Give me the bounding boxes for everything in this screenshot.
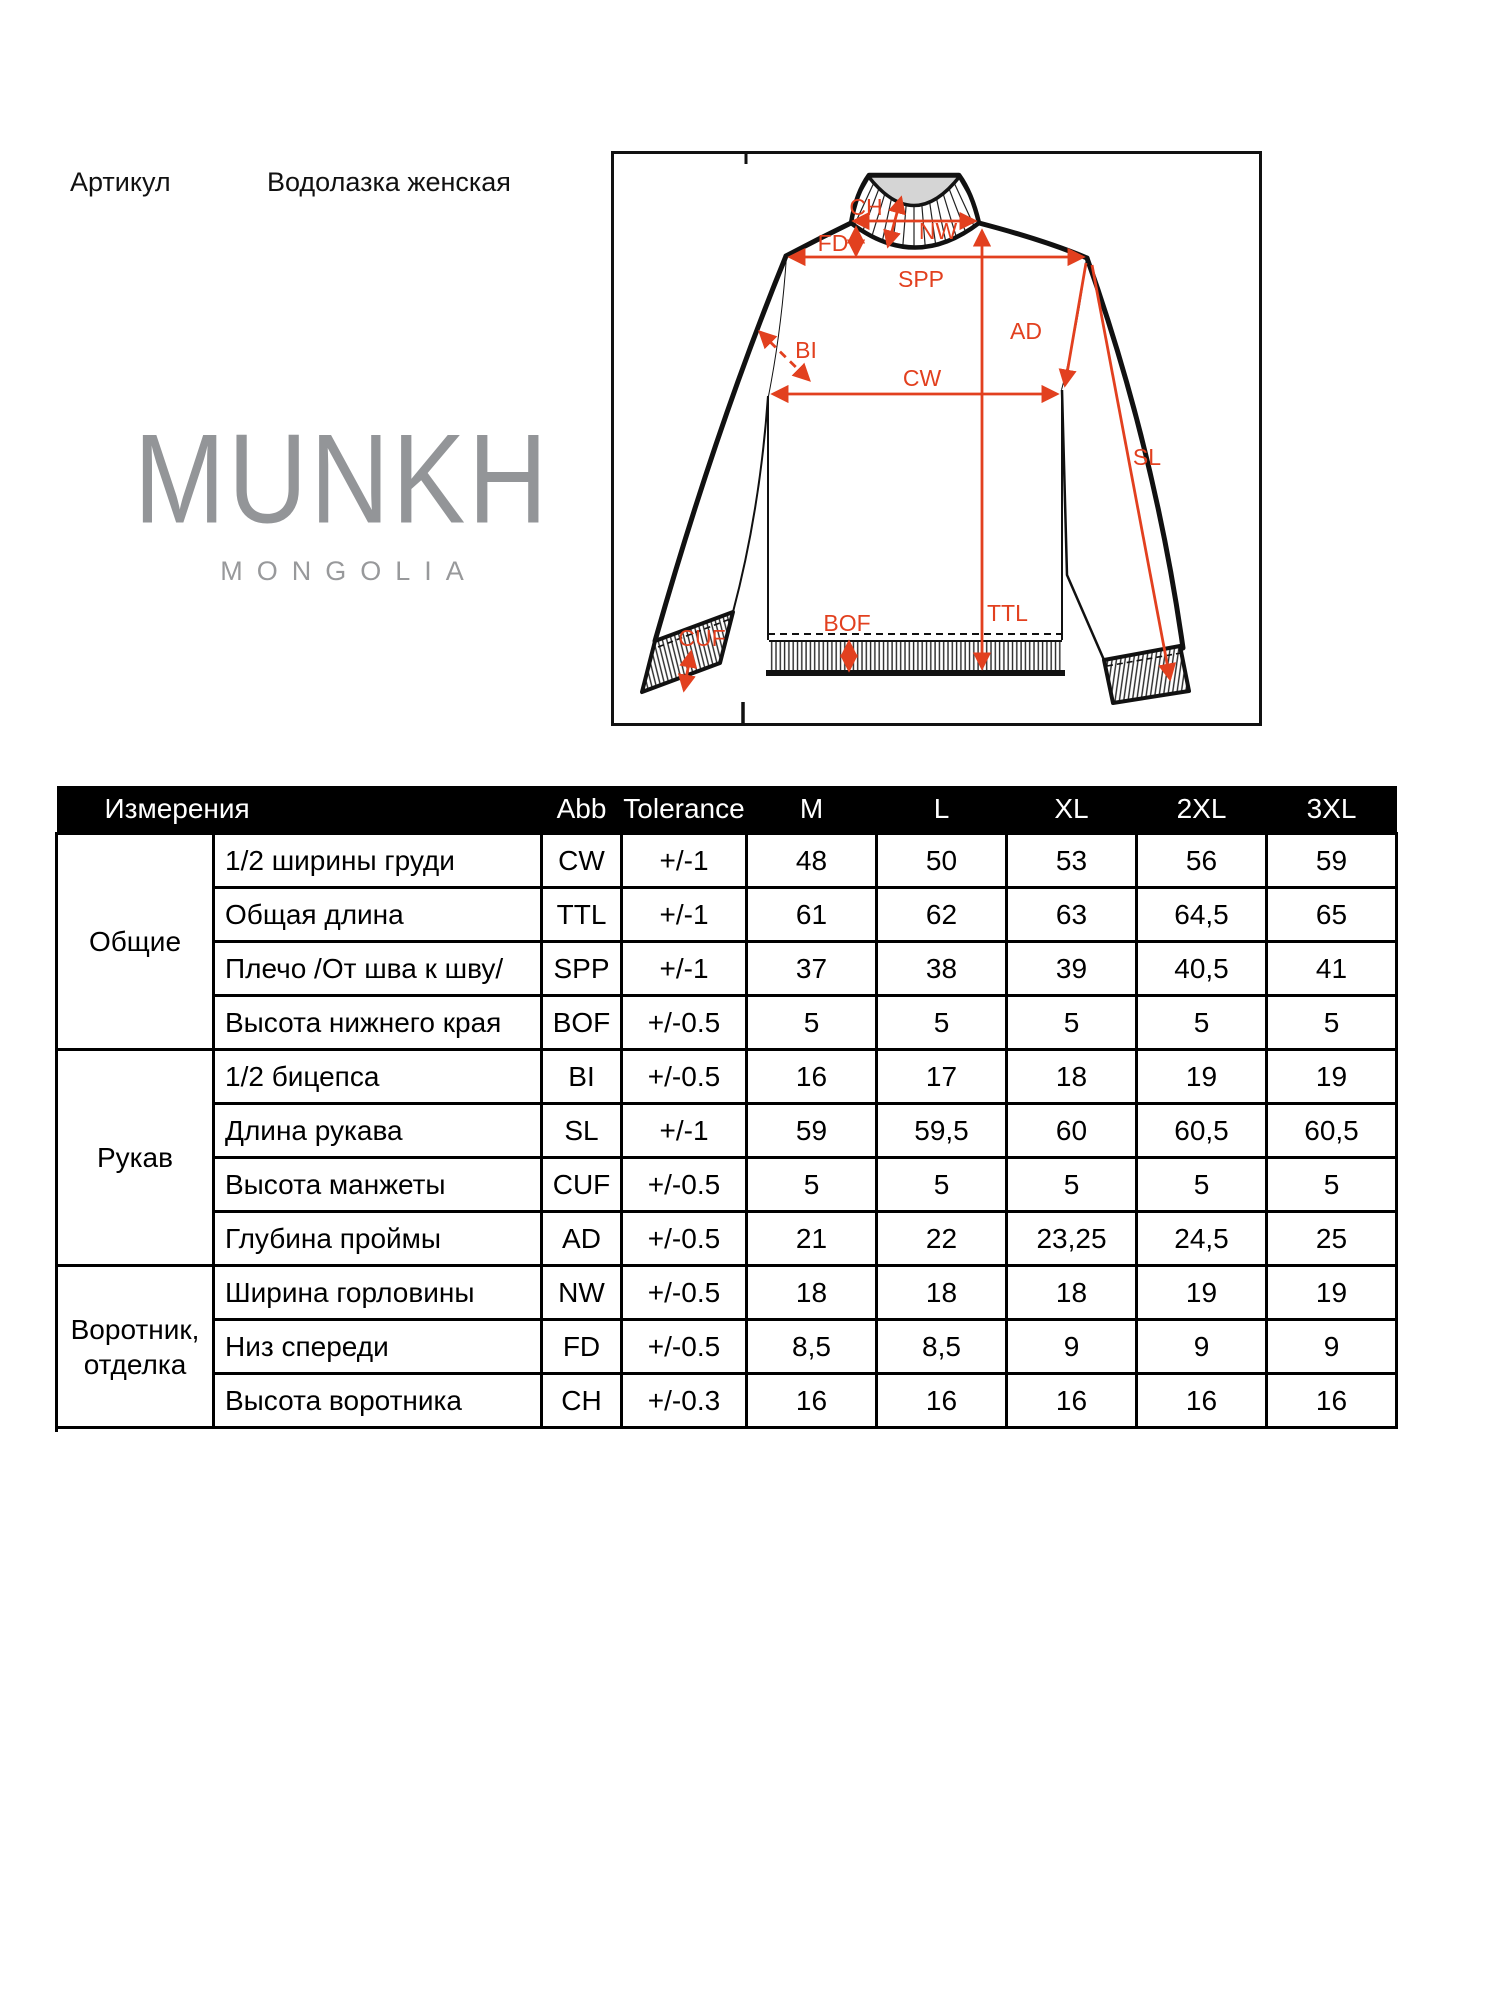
size-value-cell: 64,5 bbox=[1137, 888, 1267, 942]
size-value-cell: 19 bbox=[1137, 1050, 1267, 1104]
group-cell: Рукав bbox=[57, 1050, 214, 1266]
measurement-name-cell: Низ спереди bbox=[214, 1320, 542, 1374]
size-value-cell: 16 bbox=[877, 1374, 1007, 1428]
size-value-cell: 50 bbox=[877, 834, 1007, 888]
size-value-cell: 19 bbox=[1137, 1266, 1267, 1320]
table-row bbox=[57, 888, 1397, 942]
article-label: Артикул bbox=[70, 167, 171, 197]
header-size-m: M bbox=[747, 786, 877, 834]
size-value-cell: 18 bbox=[747, 1266, 877, 1320]
nw-label: NW bbox=[918, 218, 958, 244]
header-tolerance: Tolerance bbox=[622, 786, 747, 834]
size-value-cell: 5 bbox=[1137, 1158, 1267, 1212]
measurement-name-cell: Длина рукава bbox=[214, 1104, 542, 1158]
tolerance-cell: +/-1 bbox=[622, 942, 747, 996]
size-value-cell: 9 bbox=[1267, 1320, 1397, 1374]
table-row bbox=[57, 1212, 1397, 1266]
size-value-cell: 25 bbox=[1267, 1212, 1397, 1266]
group-cell: Общие bbox=[57, 834, 214, 1050]
ttl-label: TTL bbox=[987, 600, 1028, 626]
sweater-measurement-diagram bbox=[611, 151, 1262, 726]
size-value-cell: 5 bbox=[1267, 1158, 1397, 1212]
abb-cell: BI bbox=[542, 1050, 622, 1104]
size-value-cell: 8,5 bbox=[747, 1320, 877, 1374]
size-value-cell: 41 bbox=[1267, 942, 1397, 996]
size-value-cell: 9 bbox=[1137, 1320, 1267, 1374]
size-value-cell: 21 bbox=[747, 1212, 877, 1266]
size-value-cell: 5 bbox=[1007, 1158, 1137, 1212]
tolerance-cell: +/-0.5 bbox=[622, 1320, 747, 1374]
table-row bbox=[57, 1320, 1397, 1374]
size-value-cell: 60,5 bbox=[1267, 1104, 1397, 1158]
abb-cell: CH bbox=[542, 1374, 622, 1428]
table-row bbox=[57, 1104, 1397, 1158]
ch-label: CH bbox=[849, 194, 883, 220]
size-value-cell: 16 bbox=[747, 1374, 877, 1428]
size-value-cell: 63 bbox=[1007, 888, 1137, 942]
fd-label: FD bbox=[817, 230, 849, 256]
size-value-cell: 38 bbox=[877, 942, 1007, 996]
brand-tagline: MONGOLIA bbox=[220, 556, 478, 586]
spp-label: SPP bbox=[897, 266, 945, 292]
bi-label: BI bbox=[795, 337, 817, 363]
size-value-cell: 18 bbox=[877, 1266, 1007, 1320]
abb-cell: BOF bbox=[542, 996, 622, 1050]
size-value-cell: 16 bbox=[747, 1050, 877, 1104]
tolerance-cell: +/-1 bbox=[622, 1104, 747, 1158]
size-value-cell: 19 bbox=[1267, 1050, 1397, 1104]
size-value-cell: 5 bbox=[877, 996, 1007, 1050]
size-value-cell: 59 bbox=[1267, 834, 1397, 888]
size-value-cell: 5 bbox=[747, 1158, 877, 1212]
size-value-cell: 65 bbox=[1267, 888, 1397, 942]
measurement-name-cell: Высота манжеты bbox=[214, 1158, 542, 1212]
size-value-cell: 17 bbox=[877, 1050, 1007, 1104]
size-value-cell: 56 bbox=[1137, 834, 1267, 888]
abb-cell: CW bbox=[542, 834, 622, 888]
abb-cell: AD bbox=[542, 1212, 622, 1266]
measurement-name-cell: 1/2 бицепса bbox=[214, 1050, 542, 1104]
size-value-cell: 24,5 bbox=[1137, 1212, 1267, 1266]
size-value-cell: 5 bbox=[877, 1158, 1007, 1212]
tolerance-cell: +/-0.5 bbox=[622, 996, 747, 1050]
size-value-cell: 60 bbox=[1007, 1104, 1137, 1158]
table-row bbox=[57, 1374, 1397, 1428]
table-row bbox=[57, 942, 1397, 996]
measurement-name-cell: 1/2 ширины груди bbox=[214, 834, 542, 888]
table-row bbox=[57, 1266, 1397, 1320]
size-value-cell: 8,5 bbox=[877, 1320, 1007, 1374]
group-cell: Воротник, отделка bbox=[57, 1266, 214, 1428]
cw-label: CW bbox=[902, 365, 942, 391]
size-value-cell: 62 bbox=[877, 888, 1007, 942]
table-row bbox=[57, 996, 1397, 1050]
size-value-cell: 60,5 bbox=[1137, 1104, 1267, 1158]
size-value-cell: 23,25 bbox=[1007, 1212, 1137, 1266]
abb-cell: CUF bbox=[542, 1158, 622, 1212]
size-value-cell: 16 bbox=[1267, 1374, 1397, 1428]
header-size-l: L bbox=[877, 786, 1007, 834]
tolerance-cell: +/-0.5 bbox=[622, 1266, 747, 1320]
measurement-name-cell: Высота воротника bbox=[214, 1374, 542, 1428]
size-value-cell: 48 bbox=[747, 834, 877, 888]
tolerance-cell: +/-0.5 bbox=[622, 1212, 747, 1266]
measurement-name-cell: Ширина горловины bbox=[214, 1266, 542, 1320]
size-value-cell: 59,5 bbox=[877, 1104, 1007, 1158]
measurement-name-cell: Высота нижнего края bbox=[214, 996, 542, 1050]
abb-cell: SPP bbox=[542, 942, 622, 996]
measurement-name-cell: Глубина проймы bbox=[214, 1212, 542, 1266]
tolerance-cell: +/-0.5 bbox=[622, 1050, 747, 1104]
size-table-body bbox=[57, 834, 1397, 1428]
size-value-cell: 37 bbox=[747, 942, 877, 996]
abb-cell: SL bbox=[542, 1104, 622, 1158]
size-value-cell: 53 bbox=[1007, 834, 1137, 888]
size-value-cell: 16 bbox=[1137, 1374, 1267, 1428]
measurement-name-cell: Плечо /От шва к шву/ bbox=[214, 942, 542, 996]
measurement-name-cell: Общая длина bbox=[214, 888, 542, 942]
tolerance-cell: +/-1 bbox=[622, 834, 747, 888]
table-header-row bbox=[57, 786, 1397, 834]
sl-label: SL bbox=[1132, 444, 1162, 470]
size-value-cell: 18 bbox=[1007, 1050, 1137, 1104]
table-row bbox=[57, 1050, 1397, 1104]
header-measurements: Измерения bbox=[57, 786, 542, 834]
abb-cell: FD bbox=[542, 1320, 622, 1374]
size-value-cell: 16 bbox=[1007, 1374, 1137, 1428]
size-value-cell: 5 bbox=[1267, 996, 1397, 1050]
size-value-cell: 40,5 bbox=[1137, 942, 1267, 996]
header-size-3xl: 3XL bbox=[1267, 786, 1397, 834]
ad-label: AD bbox=[1010, 318, 1042, 344]
size-value-cell: 5 bbox=[1007, 996, 1137, 1050]
tolerance-cell: +/-0.5 bbox=[622, 1158, 747, 1212]
size-value-cell: 59 bbox=[747, 1104, 877, 1158]
brand-name: MUNKH bbox=[133, 408, 551, 551]
tolerance-cell: +/-1 bbox=[622, 888, 747, 942]
size-value-cell: 18 bbox=[1007, 1266, 1137, 1320]
size-value-cell: 5 bbox=[1137, 996, 1267, 1050]
table-row bbox=[57, 834, 1397, 888]
abb-cell: TTL bbox=[542, 888, 622, 942]
abb-cell: NW bbox=[542, 1266, 622, 1320]
table-left-border-tail bbox=[55, 1404, 58, 1432]
table-row bbox=[57, 1158, 1397, 1212]
size-value-cell: 39 bbox=[1007, 942, 1137, 996]
size-value-cell: 22 bbox=[877, 1212, 1007, 1266]
size-value-cell: 19 bbox=[1267, 1266, 1397, 1320]
size-value-cell: 5 bbox=[747, 996, 877, 1050]
header-size-xl: XL bbox=[1007, 786, 1137, 834]
header-size-2xl: 2XL bbox=[1137, 786, 1267, 834]
size-value-cell: 9 bbox=[1007, 1320, 1137, 1374]
size-table bbox=[55, 786, 1398, 1429]
header-abb: Abb bbox=[542, 786, 622, 834]
bof-label: BOF bbox=[823, 610, 871, 636]
size-value-cell: 61 bbox=[747, 888, 877, 942]
cuf-label: CUF bbox=[678, 625, 726, 651]
brand-logo bbox=[102, 408, 582, 587]
tolerance-cell: +/-0.3 bbox=[622, 1374, 747, 1428]
article-value: Водолазка женская bbox=[267, 167, 511, 197]
